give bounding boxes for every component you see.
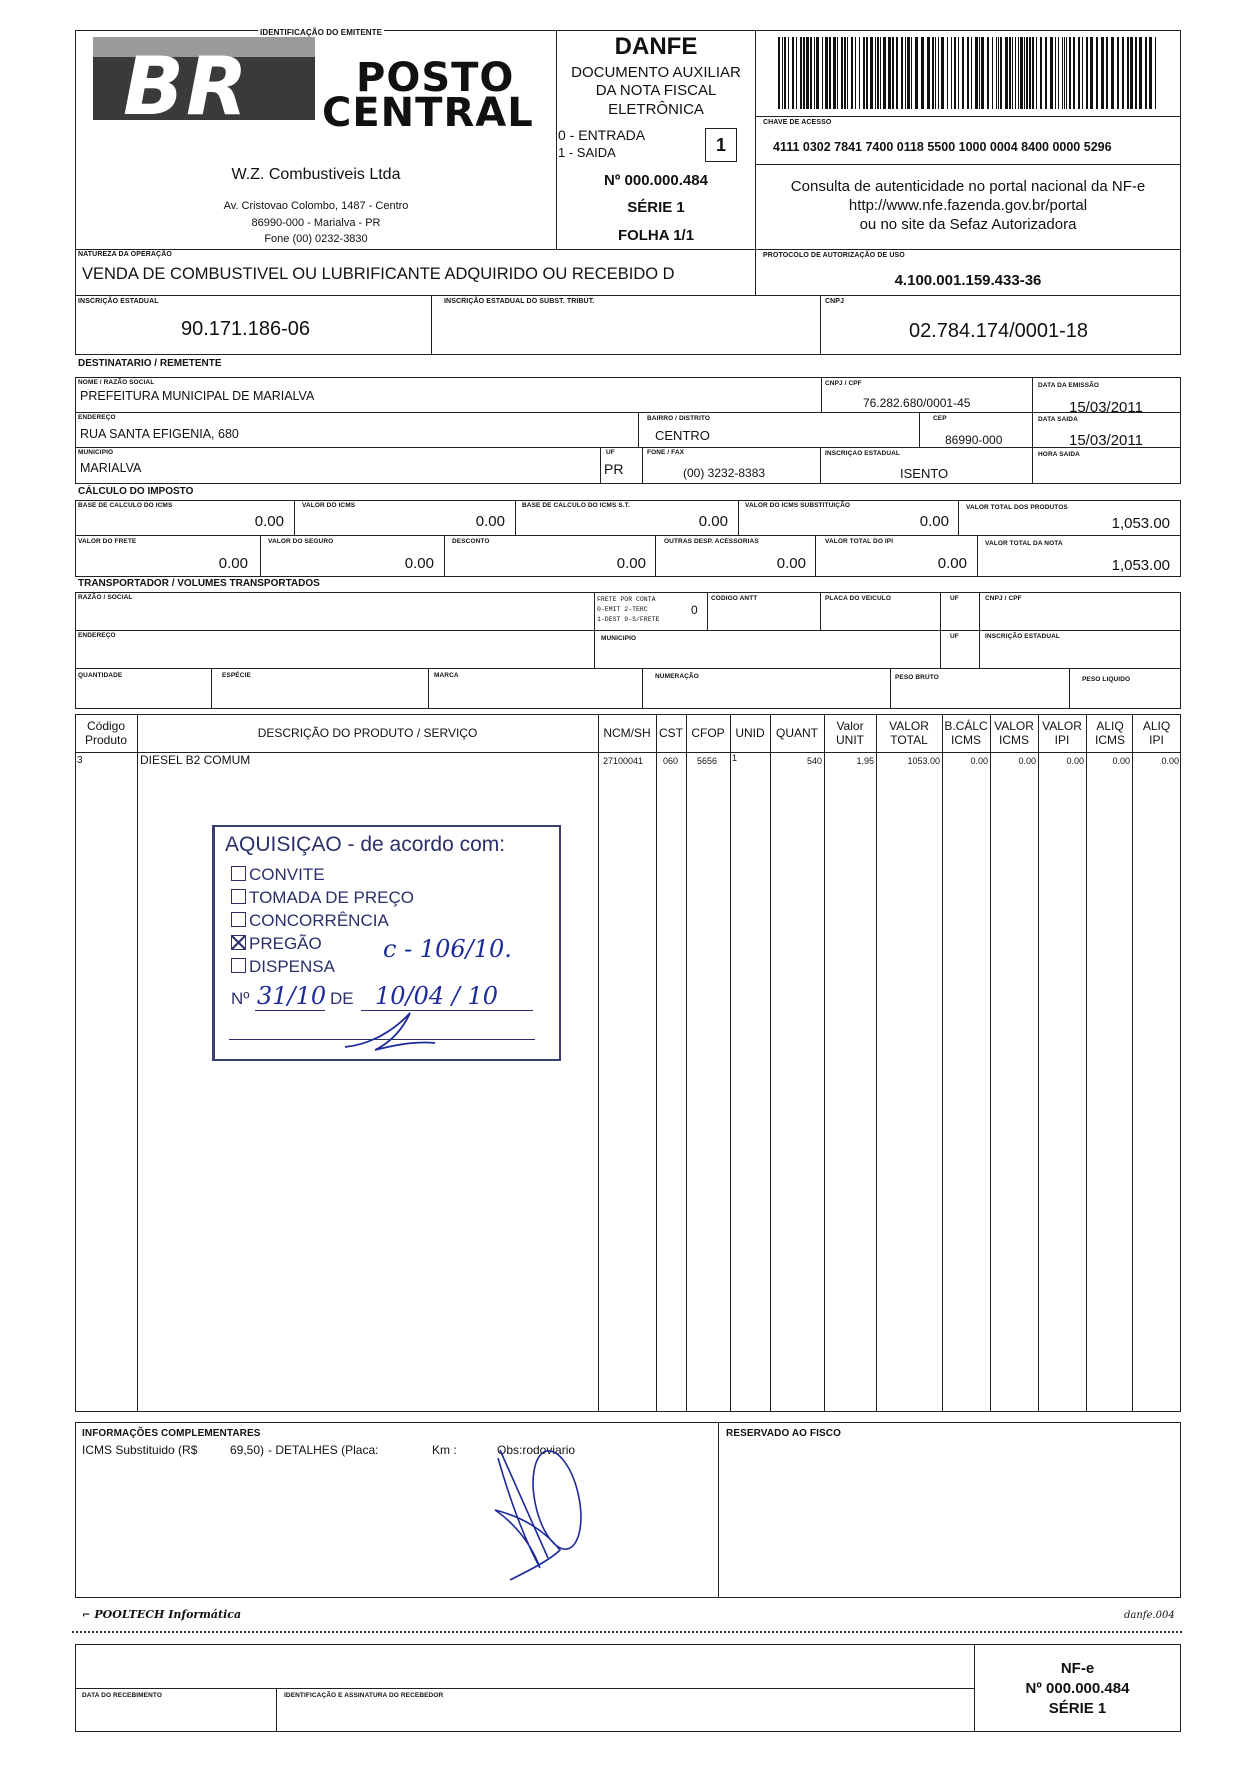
barcode-bar <box>932 37 934 109</box>
cell-v-icms: 0.00 <box>1018 756 1036 766</box>
cell-vunit: 1.95 <box>856 756 874 766</box>
barcode-bar <box>888 37 891 109</box>
acquisition-stamp <box>212 825 561 1061</box>
info-icms-label: ICMS Substituido (R$ <box>82 1443 198 1457</box>
bc-st-label: BASE DE CALCULO DO ICMS S.T. <box>522 502 630 509</box>
danfe-entrada: 0 - ENTRADA <box>558 127 646 143</box>
outras-label: OUTRAS DESP. ACESSORIAS <box>664 538 759 545</box>
barcode-bar <box>938 37 939 109</box>
frete-conta-l1: FRETE POR CONTA <box>597 596 656 603</box>
barcode-bar <box>971 37 972 109</box>
danfe-serie: SÉRIE 1 <box>627 199 685 216</box>
barcode-bar <box>847 37 848 109</box>
danfe-numero: Nº 000.000.484 <box>604 172 708 189</box>
barcode-bar <box>911 37 912 109</box>
checkbox-icon <box>231 889 246 904</box>
cell-vtotal: 1053.00 <box>907 756 940 766</box>
dest-municipio: MARIALVA <box>80 461 142 475</box>
destinatario-section: DESTINATARIO / REMETENTE <box>78 358 222 369</box>
hdr-vunit: Valor UNIT <box>836 719 864 747</box>
hdr-cst: CST <box>659 726 683 740</box>
barcode-bar <box>992 37 993 109</box>
dest-cep-label: CEP <box>933 415 947 422</box>
dest-fone-label: FONE / FAX <box>647 449 685 456</box>
barcode-bar <box>1020 37 1023 109</box>
danfe-folha: FOLHA 1/1 <box>617 227 695 244</box>
dest-fone: (00) 3232-8383 <box>683 466 766 480</box>
dest-emissao-label: DATA DA EMISSÃO <box>1038 382 1100 389</box>
barcode-bar <box>1135 37 1137 109</box>
barcode-bar <box>1086 37 1088 109</box>
barcode-bar <box>1073 37 1075 109</box>
stamp-signature <box>335 1005 445 1055</box>
hdr-aliq-icms: ALIQ ICMS <box>1095 719 1125 747</box>
barcode-bar <box>851 37 853 109</box>
protocolo-value: 4.100.001.159.433-36 <box>894 272 1042 289</box>
hdr-codigo: Código Produto <box>84 719 128 747</box>
consulta-line2: http://www.nfe.fazenda.gov.br/portal <box>848 197 1088 214</box>
placa-label: PLACA DO VEICULO <box>825 595 891 602</box>
frete-conta-l2: 0-EMIT 2-TERC <box>597 606 648 613</box>
checkbox-icon <box>231 958 246 973</box>
hdr-v-ipi: VALOR IPI <box>1042 719 1082 747</box>
info-obs: Obs:rodoviario <box>497 1443 576 1457</box>
natureza-label: NATUREZA DA OPERAÇÃO <box>78 251 172 258</box>
peso-bruto-label: PESO BRUTO <box>895 674 939 681</box>
barcode-bar <box>975 37 978 109</box>
barcode-bar <box>1062 37 1063 109</box>
icms-st-label: VALOR DO ICMS SUBSTITUIÇÃO <box>745 502 851 509</box>
barcode-bar <box>1058 37 1059 109</box>
barcode-bar <box>1050 37 1053 109</box>
barcode-bar <box>792 37 794 109</box>
chave-label: CHAVE DE ACESSO <box>763 119 832 126</box>
stamp-title: AQUISIÇAO - de acordo com: <box>225 833 506 856</box>
barcode-bar <box>1024 37 1025 109</box>
cell-descricao: DIESEL B2 COMUM <box>140 753 251 767</box>
seguro-label: VALOR DO SEGURO <box>268 538 334 545</box>
consulta-line1: Consulta de autenticidade no portal nacional da NF-e <box>790 178 1146 195</box>
barcode-bar <box>1029 37 1031 109</box>
total-nota-value: 1,053.00 <box>1111 557 1170 574</box>
total-prod-label: VALOR TOTAL DOS PRODUTOS <box>966 504 1068 511</box>
barcode-bar <box>998 37 999 109</box>
ipi-value: 0.00 <box>937 555 967 572</box>
hdr-descricao: DESCRIÇÃO DO PRODUTO / SERVIÇO <box>257 726 478 740</box>
cnpj-value: 02.784.174/0001-18 <box>909 320 1089 342</box>
dest-cep: 86990-000 <box>945 433 1003 447</box>
stamp-num-hand: 31/10 <box>257 982 327 1010</box>
perforation-line <box>72 1631 1182 1633</box>
natureza-value: VENDA DE COMBUSTIVEL OU LUBRIFICANTE ADQUIRIDO OU RECEBIDO D <box>82 265 675 283</box>
barcode-bar <box>1101 37 1104 109</box>
barcode-bar <box>800 37 802 109</box>
barcode-bar <box>810 37 812 109</box>
transp-uf2-label: UF <box>950 633 959 640</box>
barcode-bar <box>954 37 956 109</box>
barcode-bar <box>880 37 881 109</box>
barcode-bar <box>1018 37 1019 109</box>
barcode-bar <box>981 37 984 109</box>
stamp-opt-pregao <box>231 934 322 954</box>
dest-nome-label: NOME / RAZÃO SOCIAL <box>78 379 155 386</box>
ipi-label: VALOR TOTAL DO IPI <box>825 538 894 545</box>
frete-conta-l3: 1-DEST 9-S/FRETE <box>597 616 660 623</box>
info-km: Km : <box>432 1443 457 1457</box>
barcode-bar <box>1127 37 1129 109</box>
stamp-date-hand: 10/04 / 10 <box>375 982 499 1010</box>
hdr-quant: QUANT <box>776 726 818 740</box>
stamp-opt2: TOMADA DE PREÇO <box>249 888 414 907</box>
barcode-bar <box>896 37 898 109</box>
barcode-bar <box>941 37 944 109</box>
barcode-bar <box>1106 37 1108 109</box>
danfe-subtitle1: DOCUMENTO AUXILIAR <box>571 64 741 81</box>
company-name: W.Z. Combustiveis Ltda <box>231 166 401 183</box>
barcode-bar <box>1069 37 1071 109</box>
barcode-bar <box>901 37 903 109</box>
barcode-bar <box>883 37 886 109</box>
stamp-opt3: CONCORRÊNCIA <box>249 911 389 930</box>
barcode-bar <box>778 37 780 109</box>
chave-value: 4111 0302 7841 7400 0118 5500 1000 0004 8400 0000 5296 <box>773 140 1112 154</box>
danfe-tipo-box <box>705 128 737 162</box>
barcode-bar <box>837 37 838 109</box>
barcode-bar <box>915 37 918 109</box>
desconto-value: 0.00 <box>616 555 646 572</box>
dest-bairro: CENTRO <box>655 428 710 443</box>
barcode-bar <box>855 37 856 109</box>
barcode-bar <box>814 37 815 109</box>
barcode-bar <box>803 37 805 109</box>
hdr-vtotal: VALOR TOTAL <box>889 719 929 747</box>
barcode-bar <box>1155 37 1156 109</box>
barcode-bar <box>907 37 910 109</box>
barcode-bar <box>979 37 980 109</box>
company-phone: Fone (00) 0232-3830 <box>264 233 368 245</box>
barcode-bar <box>877 37 879 109</box>
barcode-bar <box>844 37 846 109</box>
barcode-bar <box>951 37 952 109</box>
stamp-opt-tomada <box>231 888 414 908</box>
barcode-bar <box>1066 37 1067 109</box>
hdr-v-icms: VALOR ICMS <box>994 719 1034 747</box>
company-address1: Av. Cristovao Colombo, 1487 - Centro <box>223 200 409 212</box>
dest-emissao: 15/03/2011 <box>1069 399 1143 416</box>
barcode-bar <box>1045 37 1047 109</box>
stamp-opt-convite <box>231 865 325 885</box>
frete-label: VALOR DO FRETE <box>78 538 137 545</box>
peso-liquido-label: PESO LIQUIDO <box>1082 676 1131 683</box>
checkbox-icon <box>231 912 246 927</box>
info-label: INFORMAÇÕES COMPLEMENTARES <box>82 1428 261 1439</box>
stamp-opt4: PREGÃO <box>249 934 322 953</box>
outras-value: 0.00 <box>776 555 806 572</box>
cell-v-ipi: 0.00 <box>1066 756 1084 766</box>
barcode-bar <box>1117 37 1119 109</box>
dest-saida: 15/03/2011 <box>1069 432 1143 449</box>
transp-razao-label: RAZÃO / SOCIAL <box>78 594 133 601</box>
barcode-bar <box>958 37 959 109</box>
barcode-bar <box>806 37 809 109</box>
barcode-bar <box>1078 37 1080 109</box>
fisco-box <box>718 1422 1181 1598</box>
cell-aliq-ipi: 0.00 <box>1161 756 1179 766</box>
barcode-bar <box>784 37 786 109</box>
dest-ie-label: INSCRIÇAO ESTADUAL <box>825 450 900 457</box>
barcode-bar <box>1122 37 1124 109</box>
emitente-label: IDENTIFICAÇÃO DO EMITENTE <box>260 28 383 37</box>
dest-endereco-label: ENDEREÇO <box>78 414 116 421</box>
transportador-section: TRANSPORTADOR / VOLUMES TRANSPORTADOS <box>78 578 320 589</box>
icms-value: 0.00 <box>475 513 505 530</box>
bc-icms-value: 0.00 <box>254 513 284 530</box>
marca-label: MARCA <box>434 672 459 679</box>
barcode-bar <box>967 37 969 109</box>
barcode-bar <box>987 37 989 109</box>
barcode-bar <box>788 37 789 109</box>
barcode-bar <box>866 37 868 109</box>
dest-municipio-label: MUNICIPIO <box>78 449 114 456</box>
desconto-label: DESCONTO <box>452 538 490 545</box>
imposto-section: CÁLCULO DO IMPOSTO <box>78 486 194 497</box>
cell-unid: 1 <box>732 753 738 763</box>
info-icms-value: 69,50) <box>230 1443 265 1457</box>
total-nota-label: VALOR TOTAL DA NOTA <box>985 540 1063 547</box>
hdr-unid: UNID <box>735 726 765 740</box>
barcode-bar <box>833 37 836 109</box>
frete-conta-value: 0 <box>691 603 698 617</box>
transp-uf-label: UF <box>950 595 959 602</box>
checkbox-icon <box>231 866 246 881</box>
barcode-bar <box>962 37 964 109</box>
brand-line1: POSTO <box>356 55 515 101</box>
cell-ncm: 27100041 <box>603 756 644 766</box>
barcode-bar <box>829 37 831 109</box>
stamp-pregao-hand: c - 106/10. <box>383 935 512 963</box>
barcode <box>778 37 1160 109</box>
info-detalhes: - DETALHES (Placa: <box>268 1443 379 1457</box>
barcode-bar <box>841 37 843 109</box>
barcode-bar <box>1026 37 1028 109</box>
company-address2: 86990-000 - Marialva - PR <box>251 217 381 229</box>
dest-bairro-label: BAIRRO / DISTRITO <box>647 415 710 422</box>
barcode-bar <box>825 37 828 109</box>
stamp-opt-dispensa <box>231 957 335 977</box>
hdr-bc-icms: B.CÁLC ICMS <box>944 719 988 747</box>
dest-endereco: RUA SANTA EFIGENIA, 680 <box>80 427 239 441</box>
barcode-bar <box>927 37 930 109</box>
brand-line2: CENTRAL <box>322 90 534 136</box>
barcode-bar <box>921 37 924 109</box>
dest-cnpj: 76.282.680/0001-45 <box>863 396 971 410</box>
nfe-stub-numero: Nº 000.000.484 <box>1025 1680 1130 1697</box>
barcode-bar <box>1145 37 1147 109</box>
barcode-bar <box>863 37 865 109</box>
barcode-bar <box>1009 37 1011 109</box>
barcode-bar <box>1036 37 1037 109</box>
seguro-value: 0.00 <box>404 555 434 572</box>
cell-aliq-icms: 0.00 <box>1112 756 1130 766</box>
ie-label: INSCRIÇÃO ESTADUAL <box>78 298 159 305</box>
barcode-bar <box>1090 37 1093 109</box>
bc-icms-label: BASE DE CALCULO DO ICMS <box>78 502 173 509</box>
transp-municipio-label: MUNICIPIO <box>601 635 637 642</box>
barcode-bar <box>816 37 819 109</box>
nfe-stub-title: NF-e <box>1060 1660 1095 1677</box>
barcode-bar <box>822 37 823 109</box>
hdr-ncm: NCM/SH <box>603 726 651 740</box>
barcode-bar <box>1055 37 1056 109</box>
barcode-bar <box>905 37 906 109</box>
cell-bc-icms: 0.00 <box>970 756 988 766</box>
barcode-bar <box>892 37 894 109</box>
icms-label: VALOR DO ICMS <box>302 502 356 509</box>
company-logo <box>93 37 315 120</box>
transp-cnpj-label: CNPJ / CPF <box>985 595 1022 602</box>
checked-box-icon <box>231 935 246 950</box>
antt-label: CODIGO ANTT <box>711 595 758 602</box>
barcode-bar <box>1012 37 1013 109</box>
barcode-bar <box>1130 37 1133 109</box>
software-icon: ⌐ <box>82 1610 91 1621</box>
frete-value: 0.00 <box>218 555 248 572</box>
cnpj-label: CNPJ <box>825 298 845 305</box>
cell-cfop: 5656 <box>697 756 718 766</box>
barcode-bar <box>875 37 876 109</box>
stamp-de-label: DE <box>330 989 354 1008</box>
hdr-cfop: CFOP <box>691 726 725 740</box>
cell-codigo: 3 <box>77 755 83 766</box>
ie-value: 90.171.186-06 <box>181 318 311 340</box>
cell-quant: 540 <box>806 756 822 766</box>
transp-endereco-label: ENDEREÇO <box>78 632 116 639</box>
barcode-bar <box>1005 37 1008 109</box>
logo-text: BR <box>123 40 250 120</box>
data-receb-label: DATA DO RECEBIMENTO <box>82 1692 163 1699</box>
ie-st-label: INSCRIÇÃO ESTADUAL DO SUBST. TRIBUT. <box>444 298 595 305</box>
barcode-bar <box>1040 37 1042 109</box>
barcode-bar <box>796 37 797 109</box>
stamp-num-prefix: Nº <box>231 989 250 1008</box>
barcode-bar <box>1015 37 1016 109</box>
signature <box>470 1440 610 1590</box>
cell-cst: 060 <box>663 756 679 766</box>
dest-saida-label: DATA SAIDA <box>1038 416 1078 423</box>
fisco-label: RESERVADO AO FISCO <box>726 1428 841 1439</box>
barcode-bar <box>1000 37 1002 109</box>
barcode-bar <box>935 37 936 109</box>
dest-uf-label: UF <box>606 449 615 456</box>
stamp-opt5: DISPENSA <box>249 957 335 976</box>
danfe-tipo: 1 <box>715 135 726 155</box>
numeracao-label: NUMERAÇÃO <box>655 673 699 680</box>
danfe-title: DANFE <box>614 33 698 60</box>
barcode-bar <box>1111 37 1114 109</box>
barcode-bar <box>1082 37 1083 109</box>
bc-st-value: 0.00 <box>698 513 728 530</box>
danfe-subtitle3: ELETRÔNICA <box>608 101 704 118</box>
transp-ie-label: INSCRIÇÃO ESTADUAL <box>985 633 1060 640</box>
dest-ie: ISENTO <box>900 466 949 481</box>
danfe-subtitle2: DA NOTA FISCAL <box>595 82 717 99</box>
barcode-bar <box>1149 37 1152 109</box>
consulta-line3: ou no site da Sefaz Autorizadora <box>859 216 1077 233</box>
dest-cnpj-label: CNPJ / CPF <box>825 380 862 387</box>
produtos-table <box>75 714 1181 1412</box>
barcode-bar <box>947 37 948 109</box>
barcode-bar <box>1032 37 1034 109</box>
barcode-bar <box>1139 37 1142 109</box>
barcode-bar <box>859 37 860 109</box>
dest-hora-label: HORA SAIDA <box>1038 451 1080 458</box>
hdr-aliq-ipi: ALIQ IPI <box>1142 719 1171 747</box>
ident-receb-label: IDENTIFICAÇÃO E ASSINATURA DO RECEBEDOR <box>284 1692 444 1699</box>
software-name: POOLTECH Informática <box>94 1608 242 1621</box>
barcode-bar <box>1096 37 1098 109</box>
barcode-bar <box>870 37 873 109</box>
protocolo-label: PROTOCOLO DE AUTORIZAÇÃO DE USO <box>763 252 905 259</box>
dest-uf: PR <box>604 461 624 477</box>
barcode-bar <box>996 37 997 109</box>
barcode-bar <box>1064 37 1065 109</box>
danfe-saida: 1 - SAIDA <box>558 145 616 160</box>
especie-label: ESPÉCIE <box>222 672 251 679</box>
software-credit <box>82 1608 241 1621</box>
form-code: danfe.004 <box>1124 1610 1175 1621</box>
qtd-label: QUANTIDADE <box>78 672 123 679</box>
barcode-bar <box>782 37 783 109</box>
nfe-stub-serie: SÉRIE 1 <box>1048 1700 1107 1717</box>
total-prod-value: 1,053.00 <box>1111 515 1170 532</box>
icms-st-value: 0.00 <box>919 513 949 530</box>
dest-nome: PREFEITURA MUNICIPAL DE MARIALVA <box>80 389 315 403</box>
stamp-opt1: CONVITE <box>249 865 325 884</box>
stamp-opt-concorrencia <box>231 911 389 931</box>
